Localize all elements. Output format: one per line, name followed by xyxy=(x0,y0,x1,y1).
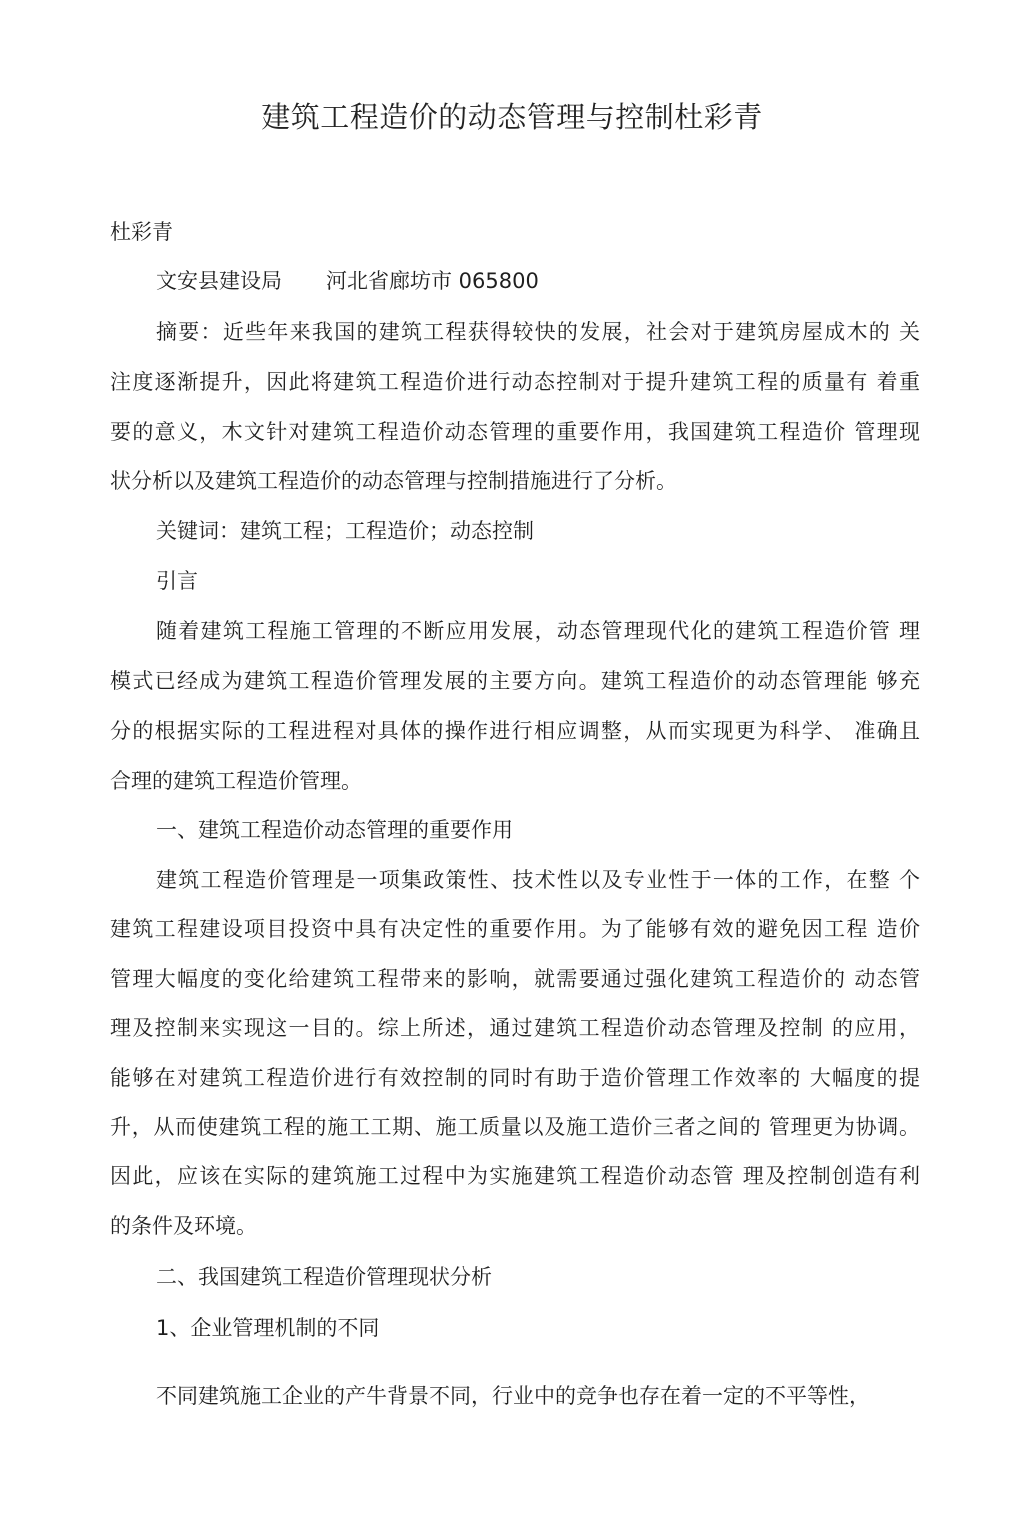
document-title: 建筑工程造价的动态管理与控制杜彩青 xyxy=(261,100,763,134)
abstract-line: 状分析以及建筑工程造价的动态管理与控制措施进行了分析。 xyxy=(110,469,677,493)
section1-line: 的条件及环境。 xyxy=(110,1214,257,1238)
section1-line: 理及控制来实现这一目的。综上所述，通过建筑工程造价动态管理及控制 的应用， xyxy=(110,1016,920,1040)
section-heading: 一、建筑工程造价动态管理的重要作用 xyxy=(156,818,513,842)
section1-line: 建筑工程建设项目投资中具有决定性的重要作用。为了能够有效的避免因工程 造价 xyxy=(110,917,920,941)
intro-line: 分的根据实际的工程进程对具体的操作进行相应调整，从而实现更为科学、 准确且 xyxy=(110,719,920,743)
affiliation xyxy=(156,266,920,296)
intro-line: 合理的建筑工程造价管理。 xyxy=(110,769,362,793)
section-heading: 二、我国建筑工程造价管理现状分析 xyxy=(156,1265,492,1289)
affiliation-location: 河北省廊坊市 065800 xyxy=(326,269,539,293)
section1-line: 管理大幅度的变化给建筑工程带来的影响，就需要通过强化建筑工程造价的 动态管 xyxy=(110,967,920,991)
keywords: 关键词：建筑工程；工程造价；动态控制 xyxy=(156,519,534,543)
intro-heading: 引言 xyxy=(156,569,198,593)
affiliation-org: 文安县建设局 xyxy=(156,269,282,293)
abstract-line: 注度逐渐提升，因此将建筑工程造价进行动态控制对于提升建筑工程的质量有 着重 xyxy=(110,370,920,394)
author-name: 杜彩青 xyxy=(110,220,173,244)
abstract-line: 摘要：近些年来我国的建筑工程获得较快的发展，社会对于建筑房屋成木的 关 xyxy=(156,320,920,344)
abstract-line: 要的意义，木文针对建筑工程造价动态管理的重要作用，我国建筑工程造价 管理现 xyxy=(110,420,920,444)
subsection-heading: 1、企业管理机制的不同 xyxy=(156,1316,380,1340)
intro-line: 模式已经成为建筑工程造价管理发展的主要方向。建筑工程造价的动态管理能 够充 xyxy=(110,669,920,693)
section1-line: 能够在对建筑工程造价进行有效控制的同时有助于造价管理工作效率的 大幅度的提 xyxy=(110,1066,920,1090)
subsection1-line: 不同建筑施工企业的产牛背景不同，行业中的竞争也存在着一定的不平等性， xyxy=(156,1384,870,1408)
section1-line: 升，从而使建筑工程的施工工期、施工质量以及施工造价三者之间的 管理更为协调。 xyxy=(110,1115,920,1139)
section1-line: 因此，应该在实际的建筑施工过程中为实施建筑工程造价动态管 理及控制创造有利 xyxy=(110,1164,920,1188)
section1-line: 建筑工程造价管理是一项集政策性、技术性以及专业性于一体的工作，在整 个 xyxy=(156,868,920,892)
intro-line: 随着建筑工程施工管理的不断应用发展，动态管理现代化的建筑工程造价管 理 xyxy=(156,619,920,643)
